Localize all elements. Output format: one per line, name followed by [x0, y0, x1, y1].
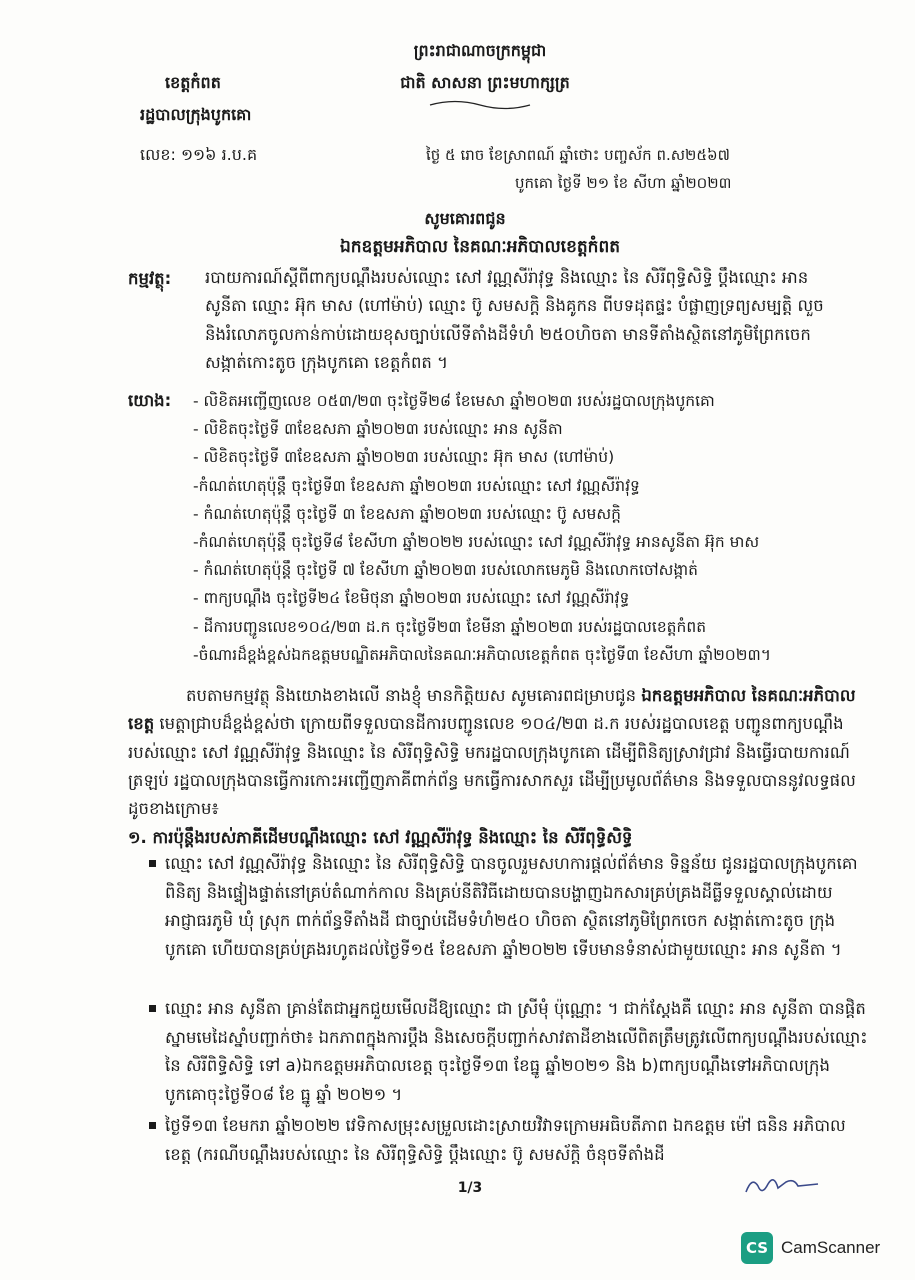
admin-name: រដ្ឋបាលក្រុងបូកគោ — [140, 105, 252, 124]
intro-recipient: ឯកឧត្តមអភិបាល នៃគណៈអភិបាលខេត្ត — [128, 686, 856, 734]
lunar-date: ថ្ងៃ ៥ ​រោច ខែស្រាពណ៍ ឆ្នាំថោះ បញ្ចស័ក ព.ស២៥៦៧ — [426, 146, 730, 164]
reference-item: -កំណត់ហេតុប៉ុន្តឹ ចុះថ្ងៃទី៣ ខែឧសភា ឆ្នាំ២០២៣ របស់ឈ្មោះ សៅ វណ្ណសីរ៉ាវុទ្ធ — [193, 476, 640, 495]
intro-lead: តបតាមកម្មវត្ថុ និងយោងខាងលើ នាងខ្ញុំ មានកិត្តិយស សូមគោរពជម្រាបជូន — [186, 686, 642, 705]
references-list — [193, 387, 771, 669]
camscanner-logo: CS — [741, 1232, 773, 1264]
reference-item: - លិខិតចុះថ្ងៃទី ៣ខែឧសភា ឆ្នាំ២០២៣ របស់ឈ្មោះ អាន សូនីតា — [193, 420, 563, 439]
bullet-marker — [149, 1005, 156, 1012]
camscanner-watermark — [741, 1232, 880, 1264]
reference-item: - លិខិតចុះថ្ងៃទី ៣ខែឧសភា ឆ្នាំ២០២៣ របស់ឈ្មោះ អ៊ុក មាស (ហៅម៉ាប់) — [193, 448, 615, 467]
reference-item: - លិខិតអញ្ជើញលេខ ០៥៣/២៣ ចុះថ្ងៃទី២៨ ខែមេសា ឆ្នាំ២០២៣ របស់រដ្ឋបាលក្រុងបូកគោ — [193, 392, 715, 410]
section1-bullet-1 — [165, 850, 870, 964]
motto-heading: ជាតិ សាសនា ព្រះមហាក្សត្រ — [400, 73, 570, 92]
subject-label: កម្មវត្ថុ: — [128, 269, 172, 288]
bullet-text: ថ្ងៃទី១៣ ខែមករា ឆ្នាំ២០២២ វេទិកាសម្រុះសម្រួលដោះស្រាយវិវាទក្រោមអធិបតីភាព ឯកឧត្តម ម៉ៅ ធនិន អភិបាលខេត្ត (ករណីបណ្តឹងរបស់ឈ្មោះ នៃ សិរីពុទ្ធិសិទ្ធិ ប្តឹងឈ្មោះ ប៊ូ សមស័ក្តិ ចំនុចទីតាំងដី — [165, 1116, 846, 1164]
recipient-line: ឯកឧត្តមអភិបាល នៃគណៈអភិបាលខេត្តកំពត — [339, 237, 621, 257]
references-label: យោង: — [128, 391, 172, 410]
intro-paragraph — [128, 682, 870, 823]
reference-item: - កំណត់ហេតុប៉ុន្តឹ ចុះថ្ងៃទី ៣ ខែឧសភា ឆ្នាំ២០២៣ របស់ឈ្មោះ ប៊ូ សមសក្តិ — [193, 504, 621, 523]
section1-bullet-3 — [165, 1112, 870, 1169]
bullet-text: ឈ្មោះ អាន សូនីតា គ្រាន់តែជាអ្នកជួយមើលដីឱ្យឈ្មោះ ជា ស្រីមុំ ប៉ុណ្ណោះ ។ ជាក់ស្តែងគឺ ឈ្មោះ អាន សូនីតា បានផ្តិតស្នាមមេដៃស្នាំបញ្ជាក់ថា៖ ឯកភាពក្នុងការប្តឹង និងសេចក្តីបញ្ជាក់សាវតាដីខាងលើពិតត្រឹមត្រូវលើពាក្យបណ្តឹងរបស់ឈ្មោះនៃ សិរីពិទ្ធិសិទ្ធិ ទៅ a)ឯកឧត្តមអភិបាលខេត្ត ចុះថ្ងៃទី១៣ ខែធ្នូ ឆ្នាំ២០២១ និង b)ពាក្យបណ្តឹងទៅអភិបាលក្រុងបូកគោចុះថ្ងៃទី០៨ ខែ ធ្នូ ឆ្នាំ ២០២១ ។ — [165, 999, 868, 1104]
kingdom-heading: ព្រះរាជាណាចក្រកម្ពុជា — [413, 41, 547, 60]
reference-number: លេខ: ១១៦ រ.ប.គ — [140, 145, 258, 164]
salutation-line: សូមគោរពជូន — [424, 209, 506, 228]
page-number: 1/3 — [457, 1180, 483, 1196]
camscanner-text: CamScanner — [781, 1238, 881, 1257]
solar-date: បូកគោ ថ្ងៃទី ២១ ខែ សីហា ឆ្នាំ២០២៣ — [515, 174, 732, 192]
intro-rest: មេត្តាជ្រាបដ៏ខ្ពង់ខ្ពស់ថា ក្រោយពីទទួលបានដីការបញ្ជូនលេខ ១០៤/២៣ ដ.ក របស់រដ្ឋបាលខេត្ត បញ្ជូនពាក្យបណ្តឹងរបស់ឈ្មោះ សៅ វណ្ណសីរ៉ាវុទ្ធ និងឈ្មោះ នៃ សិរីពុទ្ធិសិទ្ធិ មករដ្ឋបាលក្រុងបូកគោ ដើម្បីពិនិត្យស្រាវជ្រាវ និងធ្វើរបាយការណ៍ត្រឡប់ រដ្ឋបាលក្រុងបានធ្វើការកោះអញ្ជើញភាគីពាក់ព័ន្ធ មកធ្វើការសាកសួរ ដើម្បីប្រមូលព័ត៌មាន និងទទួលបាននូវលទ្ធផល ដូចខាងក្រោម៖ — [128, 714, 856, 819]
subject-text: របាយការណ៍ស្តីពីពាក្យបណ្តឹងរបស់ឈ្មោះ សៅ វណ្ណសីរ៉ាវុទ្ធ និងឈ្មោះ នៃ សិរីពុទ្ធិសិទ្ធិ ប្តឹងឈ្មោះ អាន សូនីតា ឈ្មោះ អ៊ុក មាស (ហៅម៉ាប់) ឈ្មោះ ប៊ូ សមសក្តិ និងគូកន ពីបទដុតផ្ទះ បំផ្លាញទ្រព្យសម្បត្តិ លួច និងរំលោភចូលកាន់កាប់ដោយខុសច្បាប់លើទីតាំងដីទំហំ ២៥០ហិចតា មានទីតាំងស្ថិតនៅភូមិព្រែកចេក សង្កាត់កោះតូច ក្រុងបូកគោ ខេត្តកំពត ។ — [205, 268, 824, 372]
reference-item: -កំណត់ហេតុប៉ុន្តឹ ចុះថ្ងៃទី៨ ខែសីហា ឆ្នាំ២០២២ របស់ឈ្មោះ សៅ វណ្ណសីរ៉ាវុទ្ធ អានសូនីតា អ៊ុក មាស — [193, 533, 760, 552]
bullet-text: ឈ្មោះ សៅ វណ្ណសីរ៉ាវុទ្ធ និងឈ្មោះ នៃ សិរីពុទ្ធិសិទ្ធិ បានចូលរួមសហការផ្តល់ព័ត៌មាន ទិន្នន័យ ជូនរដ្ឋបាលក្រុងបូកគោពិនិត្យ និងផ្ទៀងផ្ទាត់នៅគ្រប់តំណាក់កាល និងគ្រប់នីតិវិធីដោយបានបង្ហាញឯកសារគ្រប់គ្រងដីធ្លីទទួលស្គាល់ដោយអាជ្ញាធរភូមិ ឃុំ ស្រុក ពាក់ព័ន្ធទីតាំងដី ជាច្បាប់ដើមទំហំ២៥០ ហិចតា ស្ថិតនៅភូមិព្រែកចេក សង្កាត់កោះតូច ក្រុងបូកគោ ហើយបានគ្រប់គ្រងរហូតដល់ថ្ងៃទី១៥ ខែឧសភា ឆ្នាំ២០២២ ទើបមានទំនាស់ជាមួយឈ្មោះ អាន សូនីតា ។ — [165, 854, 858, 959]
bullet-marker — [149, 860, 156, 867]
section1-bullet-2 — [165, 995, 870, 1109]
province-name: ខេត្តកំពត — [165, 73, 221, 92]
reference-item: - ដីការបញ្ជូនលេខ១០៤/២៣ ដ.ក ចុះថ្ងៃទី២៣ ខែមីនា ឆ្នាំ២០២៣ របស់រដ្ឋបាលខេត្តកំពត — [193, 617, 707, 636]
motto-ornament — [425, 98, 535, 112]
reference-item: - កំណត់ហេតុប៉ុន្តឹ ចុះថ្ងៃទី ៧ ខែសីហា ឆ្នាំ២០២៣ របស់លោកមេភូមិ និងលោកចៅសង្កាត់ — [193, 561, 699, 580]
bullet-marker — [149, 1122, 156, 1129]
reference-item: -ចំណារដ៏ខ្ពង់ខ្ពស់ឯកឧត្តមបណ្ឌិតអភិបាលនៃគណៈអភិបាលខេត្តកំពត ចុះថ្ងៃទី៣ ខែសីហា ឆ្នាំ២០២៣។ — [193, 645, 771, 664]
section1-heading: ១. ការប៉ុន្តឹងរបស់ភាគីដើមបណ្តឹងឈ្មោះ សៅ វណ្ណសីរ៉ាវុទ្ធ និងឈ្មោះ នៃ សិរីពុទ្ធិសិទ្ធិ — [128, 828, 633, 847]
signature-initials — [742, 1172, 822, 1202]
reference-item: - ពាក្យបណ្តឹង ចុះថ្ងៃទី២៤ ខែមិថុនា ឆ្នាំ២០២៣ របស់ឈ្មោះ សៅ វណ្ណសីរ៉ាវុទ្ធ — [193, 589, 630, 608]
